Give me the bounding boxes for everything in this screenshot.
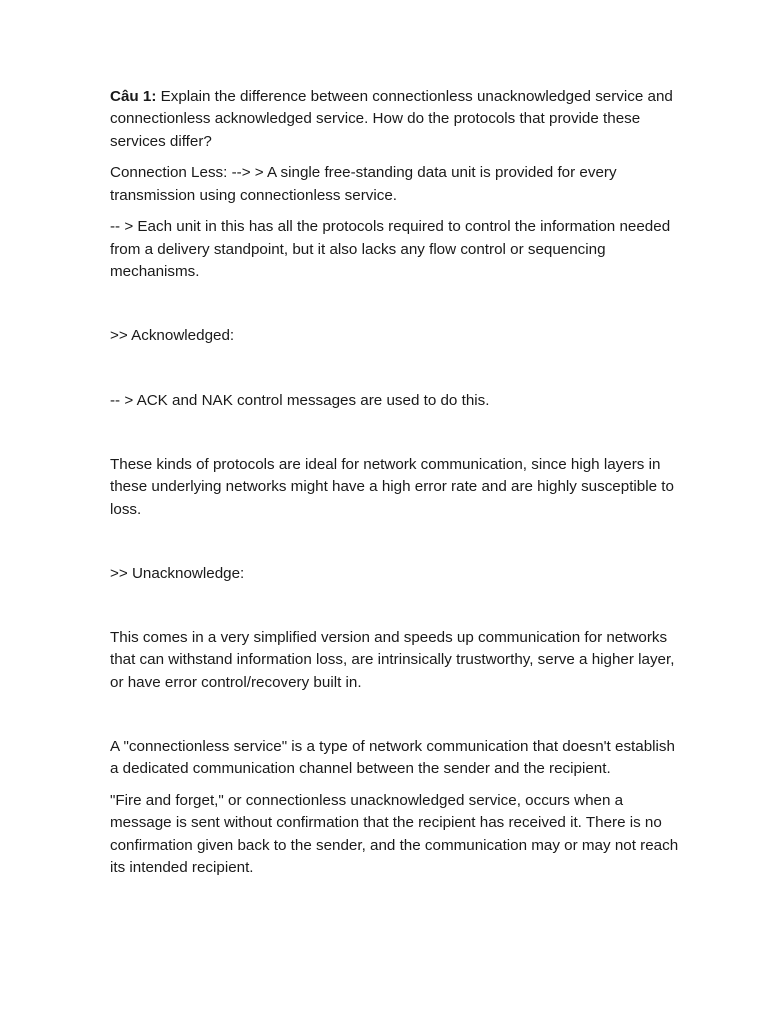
heading-unacknowledge: >> Unacknowledge: [110, 564, 245, 582]
paragraph-connection-less: Connection Less: --> > A single free-standing data unit is provided for every transmission using connectionless service. [110, 164, 617, 204]
paragraph-ack-nak: -- > ACK and NAK control messages are used to do this. [110, 391, 490, 409]
paragraph-connectionless-definition: A "connectionless service" is a type of network communication that doesn't establish a dedicated communication channel between the sender and the recipient. [110, 738, 675, 778]
paragraph-protocols-ideal: These kinds of protocols are ideal for network communication, since high layers in these underlying networks might have a high error rate and are highly susceptible to loss. [110, 455, 674, 518]
paragraph-unit-protocols: -- > Each unit in this has all the protocols required to control the information needed from a delivery standpoint, but it also lacks any flow control or sequencing mechanisms. [110, 218, 671, 281]
paragraph-fire-and-forget: "Fire and forget," or connectionless unacknowledged service, occurs when a message is sent without confirmation that the recipient has received it. There is no confirmation given back to the sender, and the communication may or may not reach its intended recipient. [110, 792, 679, 877]
paragraph-simplified-version: This comes in a very simplified version and speeds up communication for networks that can withstand information loss, are intrinsically trustworthy, serve a higher layer, or have error control/recovery built in. [110, 629, 675, 691]
heading-acknowledged: >> Acknowledged: [110, 327, 235, 345]
question-paragraph [110, 86, 682, 153]
question-text: Explain the difference between connectionless unacknowledged service and connectionless acknowledged service. How do the protocols that provide these services differ? [110, 88, 673, 150]
question-label: Câu 1: [110, 88, 157, 105]
document-body [110, 86, 682, 879]
